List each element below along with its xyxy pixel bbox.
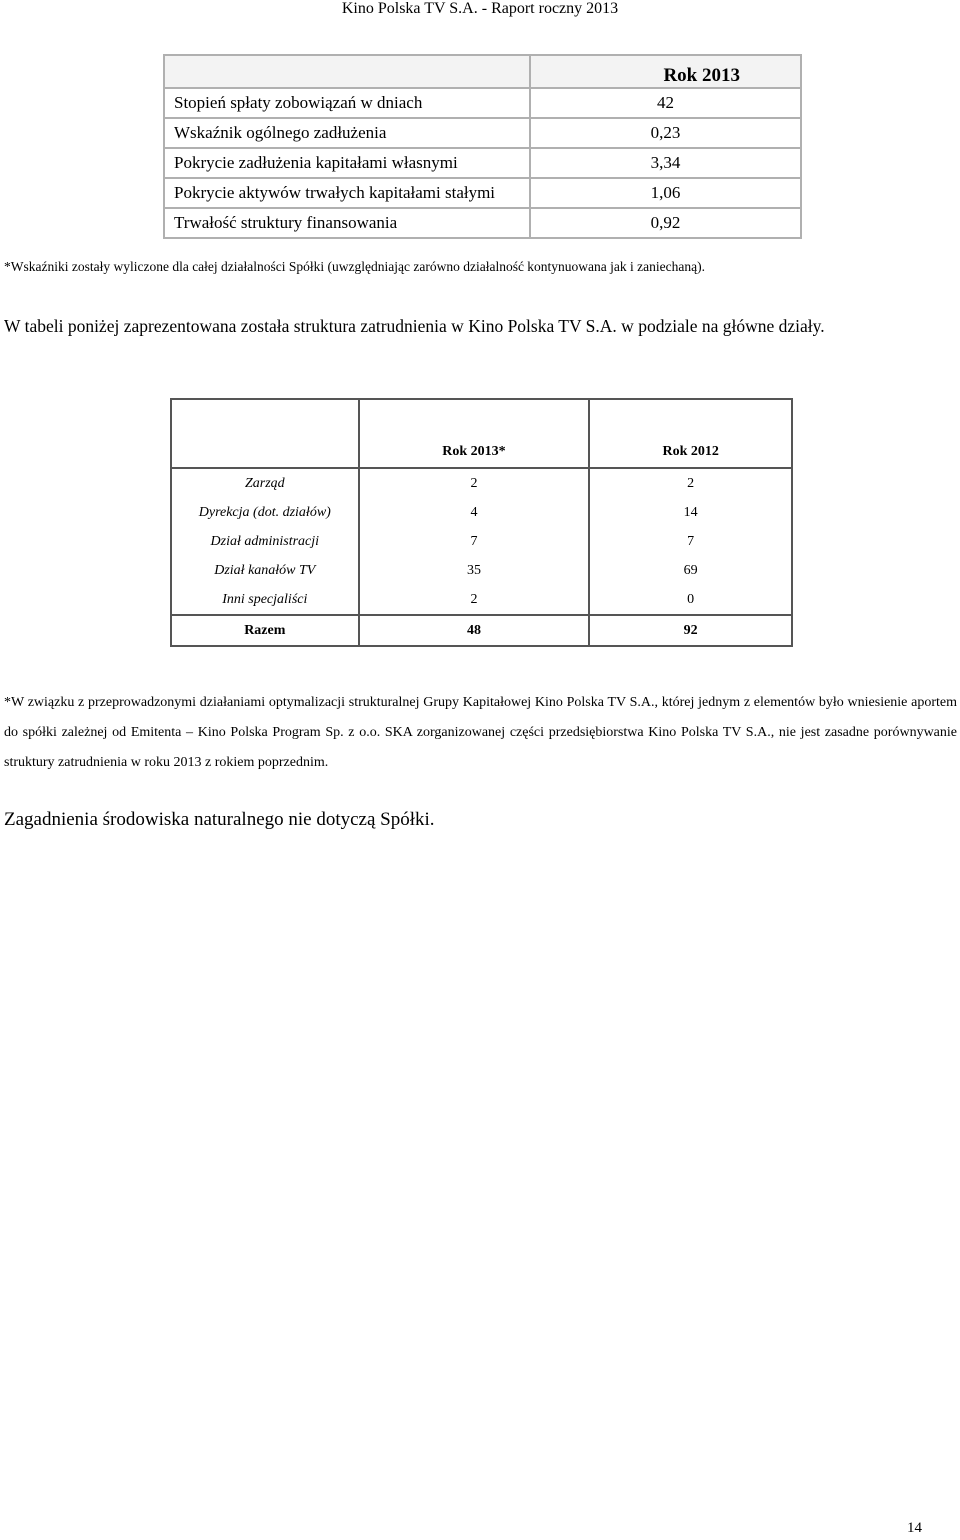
intro-paragraph: W tabeli poniżej zaprezentowana została struktura zatrudnienia w Kino Polska TV S.A. w podziale na główne działy. (4, 316, 825, 336)
table-row (164, 148, 801, 178)
value-2013: 2 (359, 585, 590, 615)
ratio-value: 1,06 (530, 178, 801, 208)
ratios-column-header: Rok 2013 (530, 55, 801, 88)
employment-table (170, 398, 793, 647)
value-2013: 7 (359, 527, 590, 556)
table-row (164, 208, 801, 238)
table-row (171, 556, 792, 585)
ratios-header-row (164, 55, 801, 88)
total-row (171, 615, 792, 646)
value-2013: 35 (359, 556, 590, 585)
value-2013: 2 (359, 468, 590, 498)
department-label: Inni specjaliści (171, 585, 359, 615)
table-row (171, 468, 792, 498)
total-2013: 48 (359, 615, 590, 646)
value-2012: 14 (589, 498, 792, 527)
employment-footnote: *W związku z przeprowadzonymi działaniami optymalizacji strukturalnej Grupy Kapitałowej Kino Polska TV S.A., której jednym z elementów było wniesienie aportem do spółki zależnej od Emitenta – Kino Polska Program Sp. z o.o. SKA zorganizowanej części przedsiębiorstwa Kino Polska TV S.A., nie jest zasadne porównywanie struktury zatrudnienia w roku 2013 z rokiem poprzednim. (4, 695, 957, 770)
ratios-header-blank (164, 55, 530, 88)
value-2012: 2 (589, 468, 792, 498)
total-label: Razem (171, 615, 359, 646)
value-2012: 69 (589, 556, 792, 585)
table-row (164, 88, 801, 118)
table-row (171, 527, 792, 556)
table-row (171, 585, 792, 615)
ratios-footnote: *Wskaźniki zostały wyliczone dla całej działalności Spółki (uwzględniając zarówno działalność kontynuowana jak i zaniechaną). (4, 259, 705, 274)
ratio-label: Pokrycie zadłużenia kapitałami własnymi (164, 148, 530, 178)
department-label: Dyrekcja (dot. działów) (171, 498, 359, 527)
table-row (171, 498, 792, 527)
employment-header-2013: Rok 2013* (359, 399, 590, 468)
value-2013: 4 (359, 498, 590, 527)
financial-ratios-table (163, 54, 802, 239)
department-label: Dział administracji (171, 527, 359, 556)
value-2012: 7 (589, 527, 792, 556)
ratio-label: Trwałość struktury finansowania (164, 208, 530, 238)
employment-header-2012: Rok 2012 (589, 399, 792, 468)
department-label: Dział kanałów TV (171, 556, 359, 585)
employment-header-blank (171, 399, 359, 468)
value-2012: 0 (589, 585, 792, 615)
table-row (164, 118, 801, 148)
environment-statement: Zagadnienia środowiska naturalnego nie dotyczą Spółki. (4, 809, 435, 830)
page-header: Kino Polska TV S.A. - Raport roczny 2013 (341, 0, 619, 17)
ratio-label: Pokrycie aktywów trwałych kapitałami stałymi (164, 178, 530, 208)
ratio-value: 0,92 (530, 208, 801, 238)
ratio-label: Wskaźnik ogólnego zadłużenia (164, 118, 530, 148)
ratio-value: 0,23 (530, 118, 801, 148)
ratio-label: Stopień spłaty zobowiązań w dniach (164, 88, 530, 118)
department-label: Zarząd (171, 468, 359, 498)
ratio-value: 3,34 (530, 148, 801, 178)
employment-header-row (171, 399, 792, 468)
page-number: 14 (907, 1520, 922, 1536)
table-row (164, 178, 801, 208)
ratio-value: 42 (530, 88, 801, 118)
total-2012: 92 (589, 615, 792, 646)
